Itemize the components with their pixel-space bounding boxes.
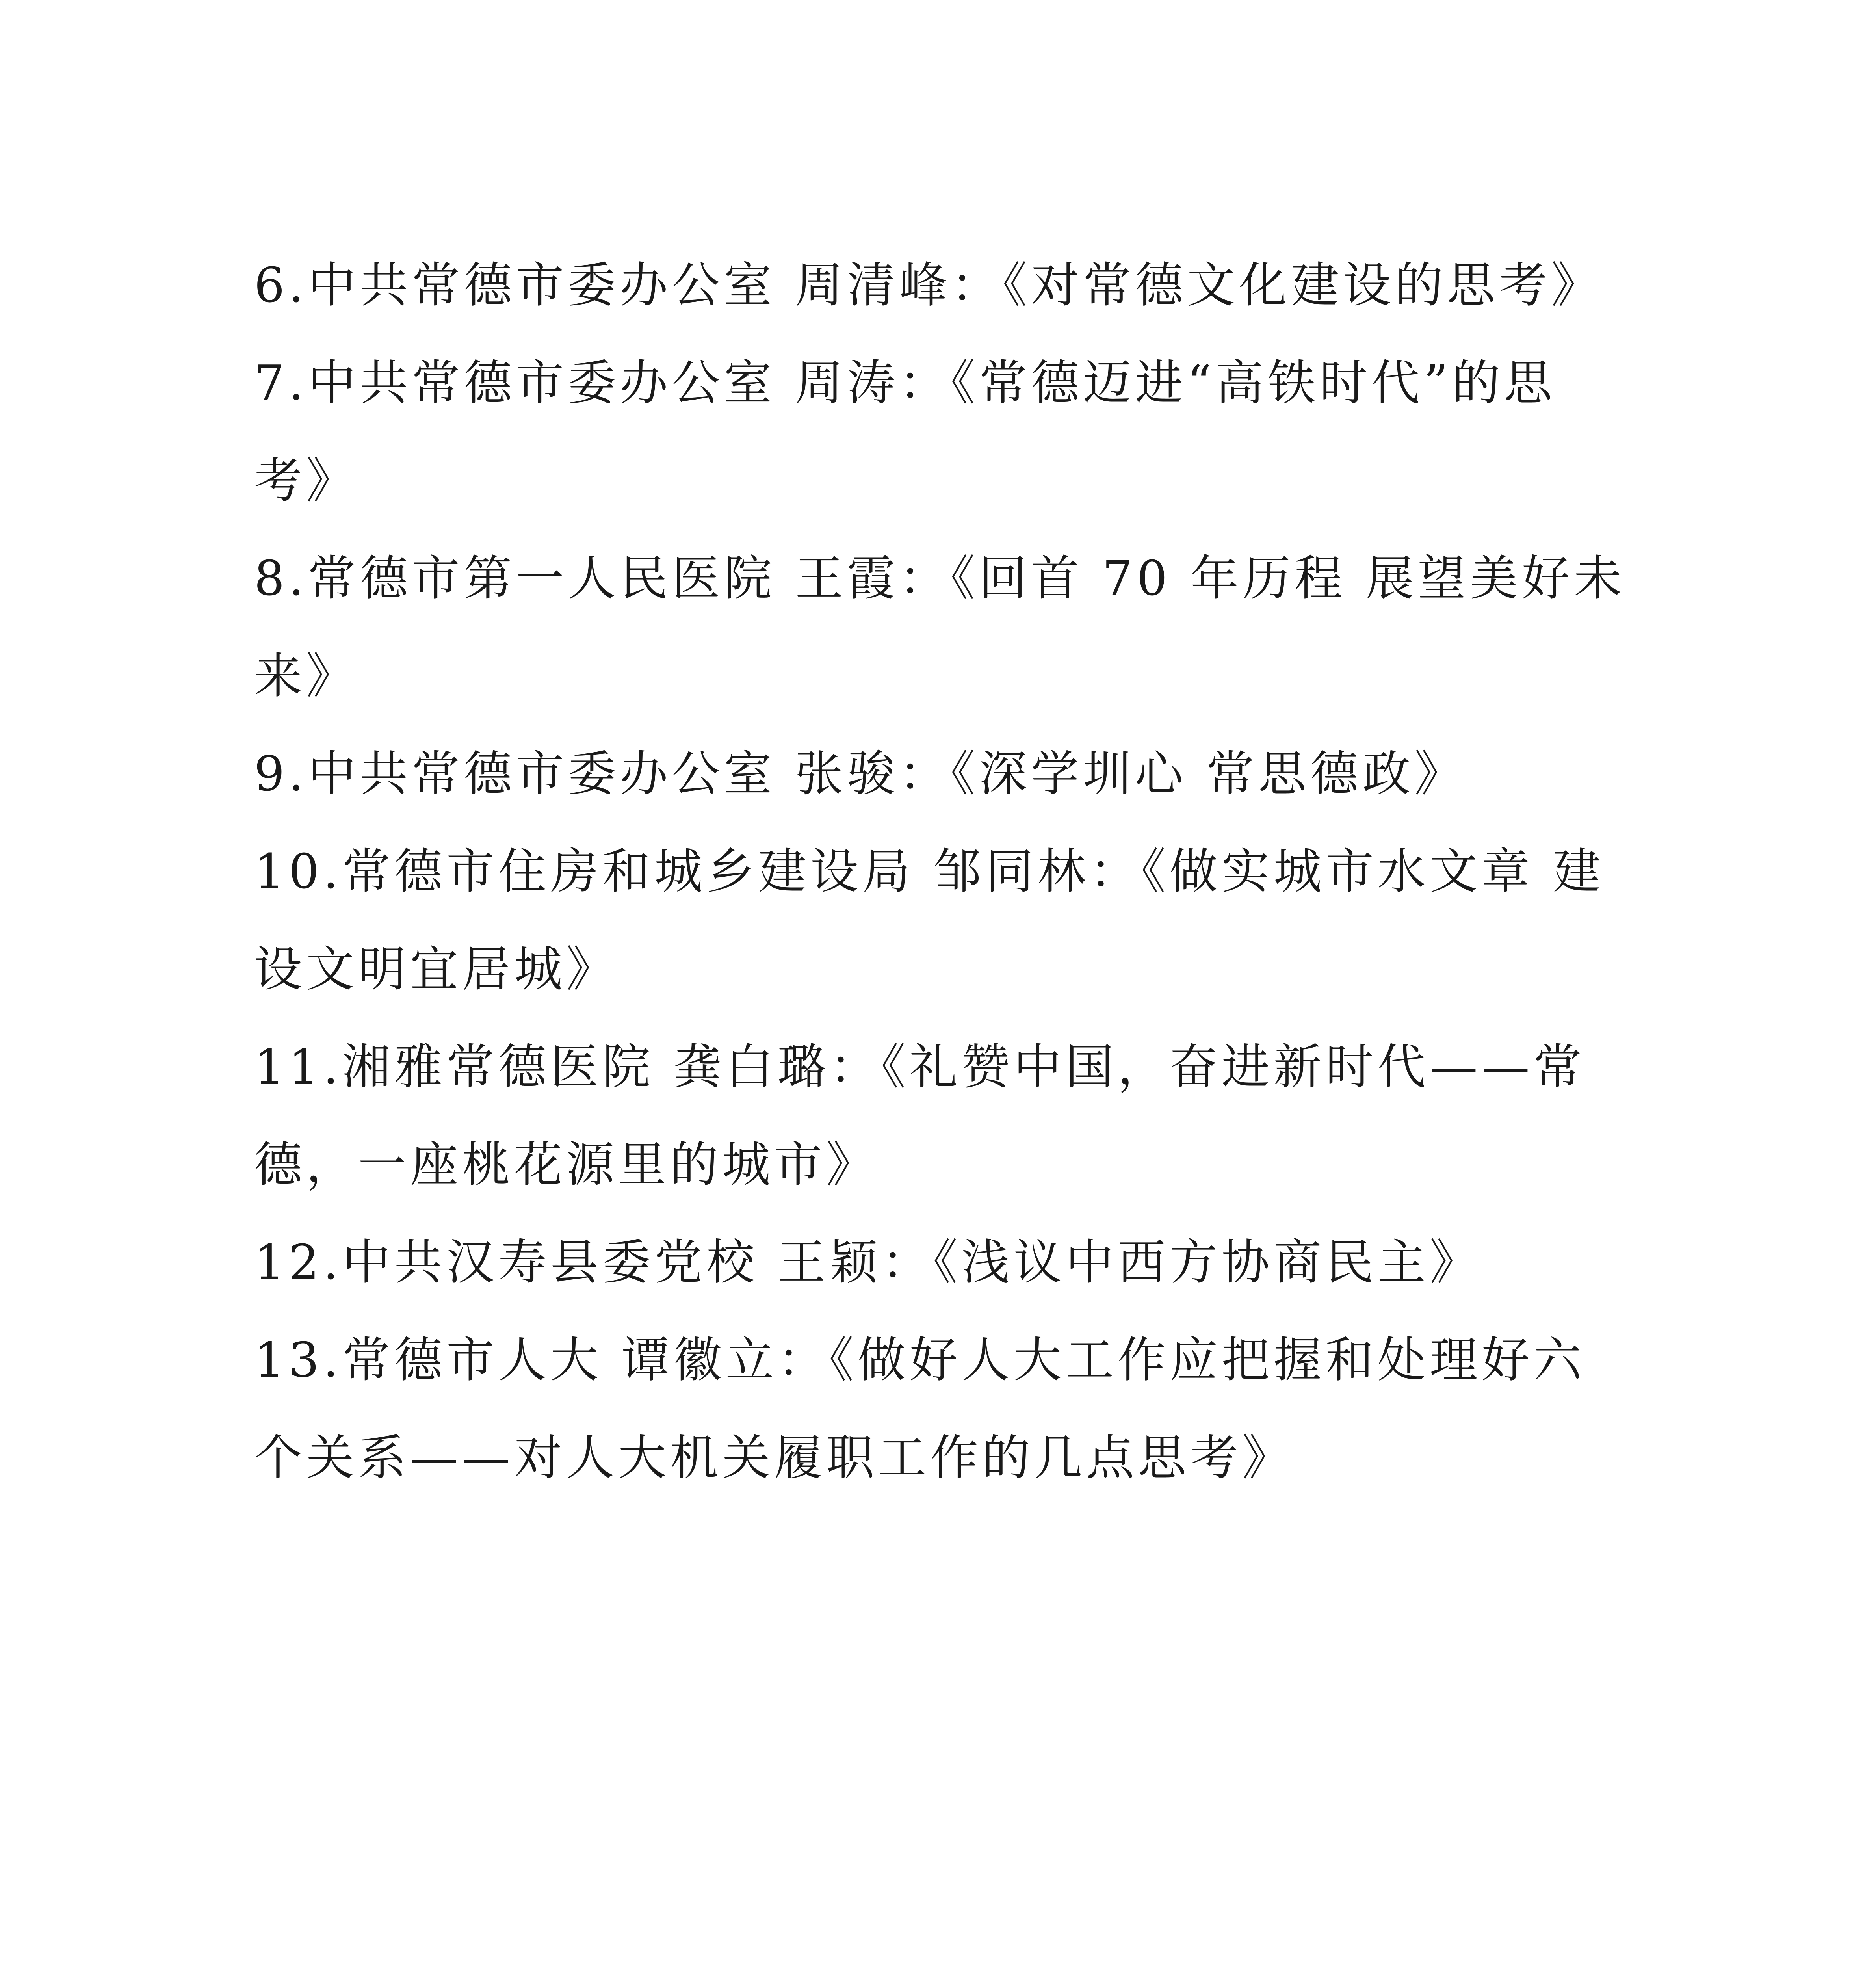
article-list [254,236,1633,1507]
list-item [254,1018,1633,1214]
item-text: 中共常德市委办公室 张骏：《深学圳心 常思德政》 [308,746,1466,802]
item-number: 11. [254,1039,343,1095]
item-number: 10. [254,844,343,900]
item-text: 湘雅常德医院 龚白璐：《礼赞中国，奋进新时代——常德，一座桃花源里的城市》 [254,1039,1586,1193]
item-text: 中共常德市委办公室 周涛：《常德迈进“高铁时代”的思考》 [254,355,1556,509]
item-number: 6. [254,257,308,313]
item-number: 9. [254,746,308,802]
item-text: 常德市人大 谭徽立：《做好人大工作应把握和处理好六个关系——对人大机关履职工作的几点思考》 [254,1332,1586,1486]
item-number: 12. [254,1234,343,1290]
item-text: 中共汉寿县委党校 王颖：《浅议中西方协商民主》 [342,1234,1482,1290]
item-text: 中共常德市委办公室 周清峰：《对常德文化建设的思考》 [308,257,1603,313]
list-item [254,725,1633,823]
item-number: 8. [254,550,308,606]
list-item [254,530,1633,725]
item-text: 常德市住房和城乡建设局 邹同林：《做实城市水文章 建设文明宜居城》 [254,844,1605,997]
item-number: 13. [254,1332,343,1388]
list-item [254,823,1633,1018]
list-item [254,1311,1633,1507]
list-item [254,334,1633,530]
item-number: 7. [254,355,308,411]
list-item [254,236,1633,334]
item-text: 常德市第一人民医院 王霞：《回首 70 年历程 展望美好未来》 [254,550,1626,704]
list-item [254,1214,1633,1311]
